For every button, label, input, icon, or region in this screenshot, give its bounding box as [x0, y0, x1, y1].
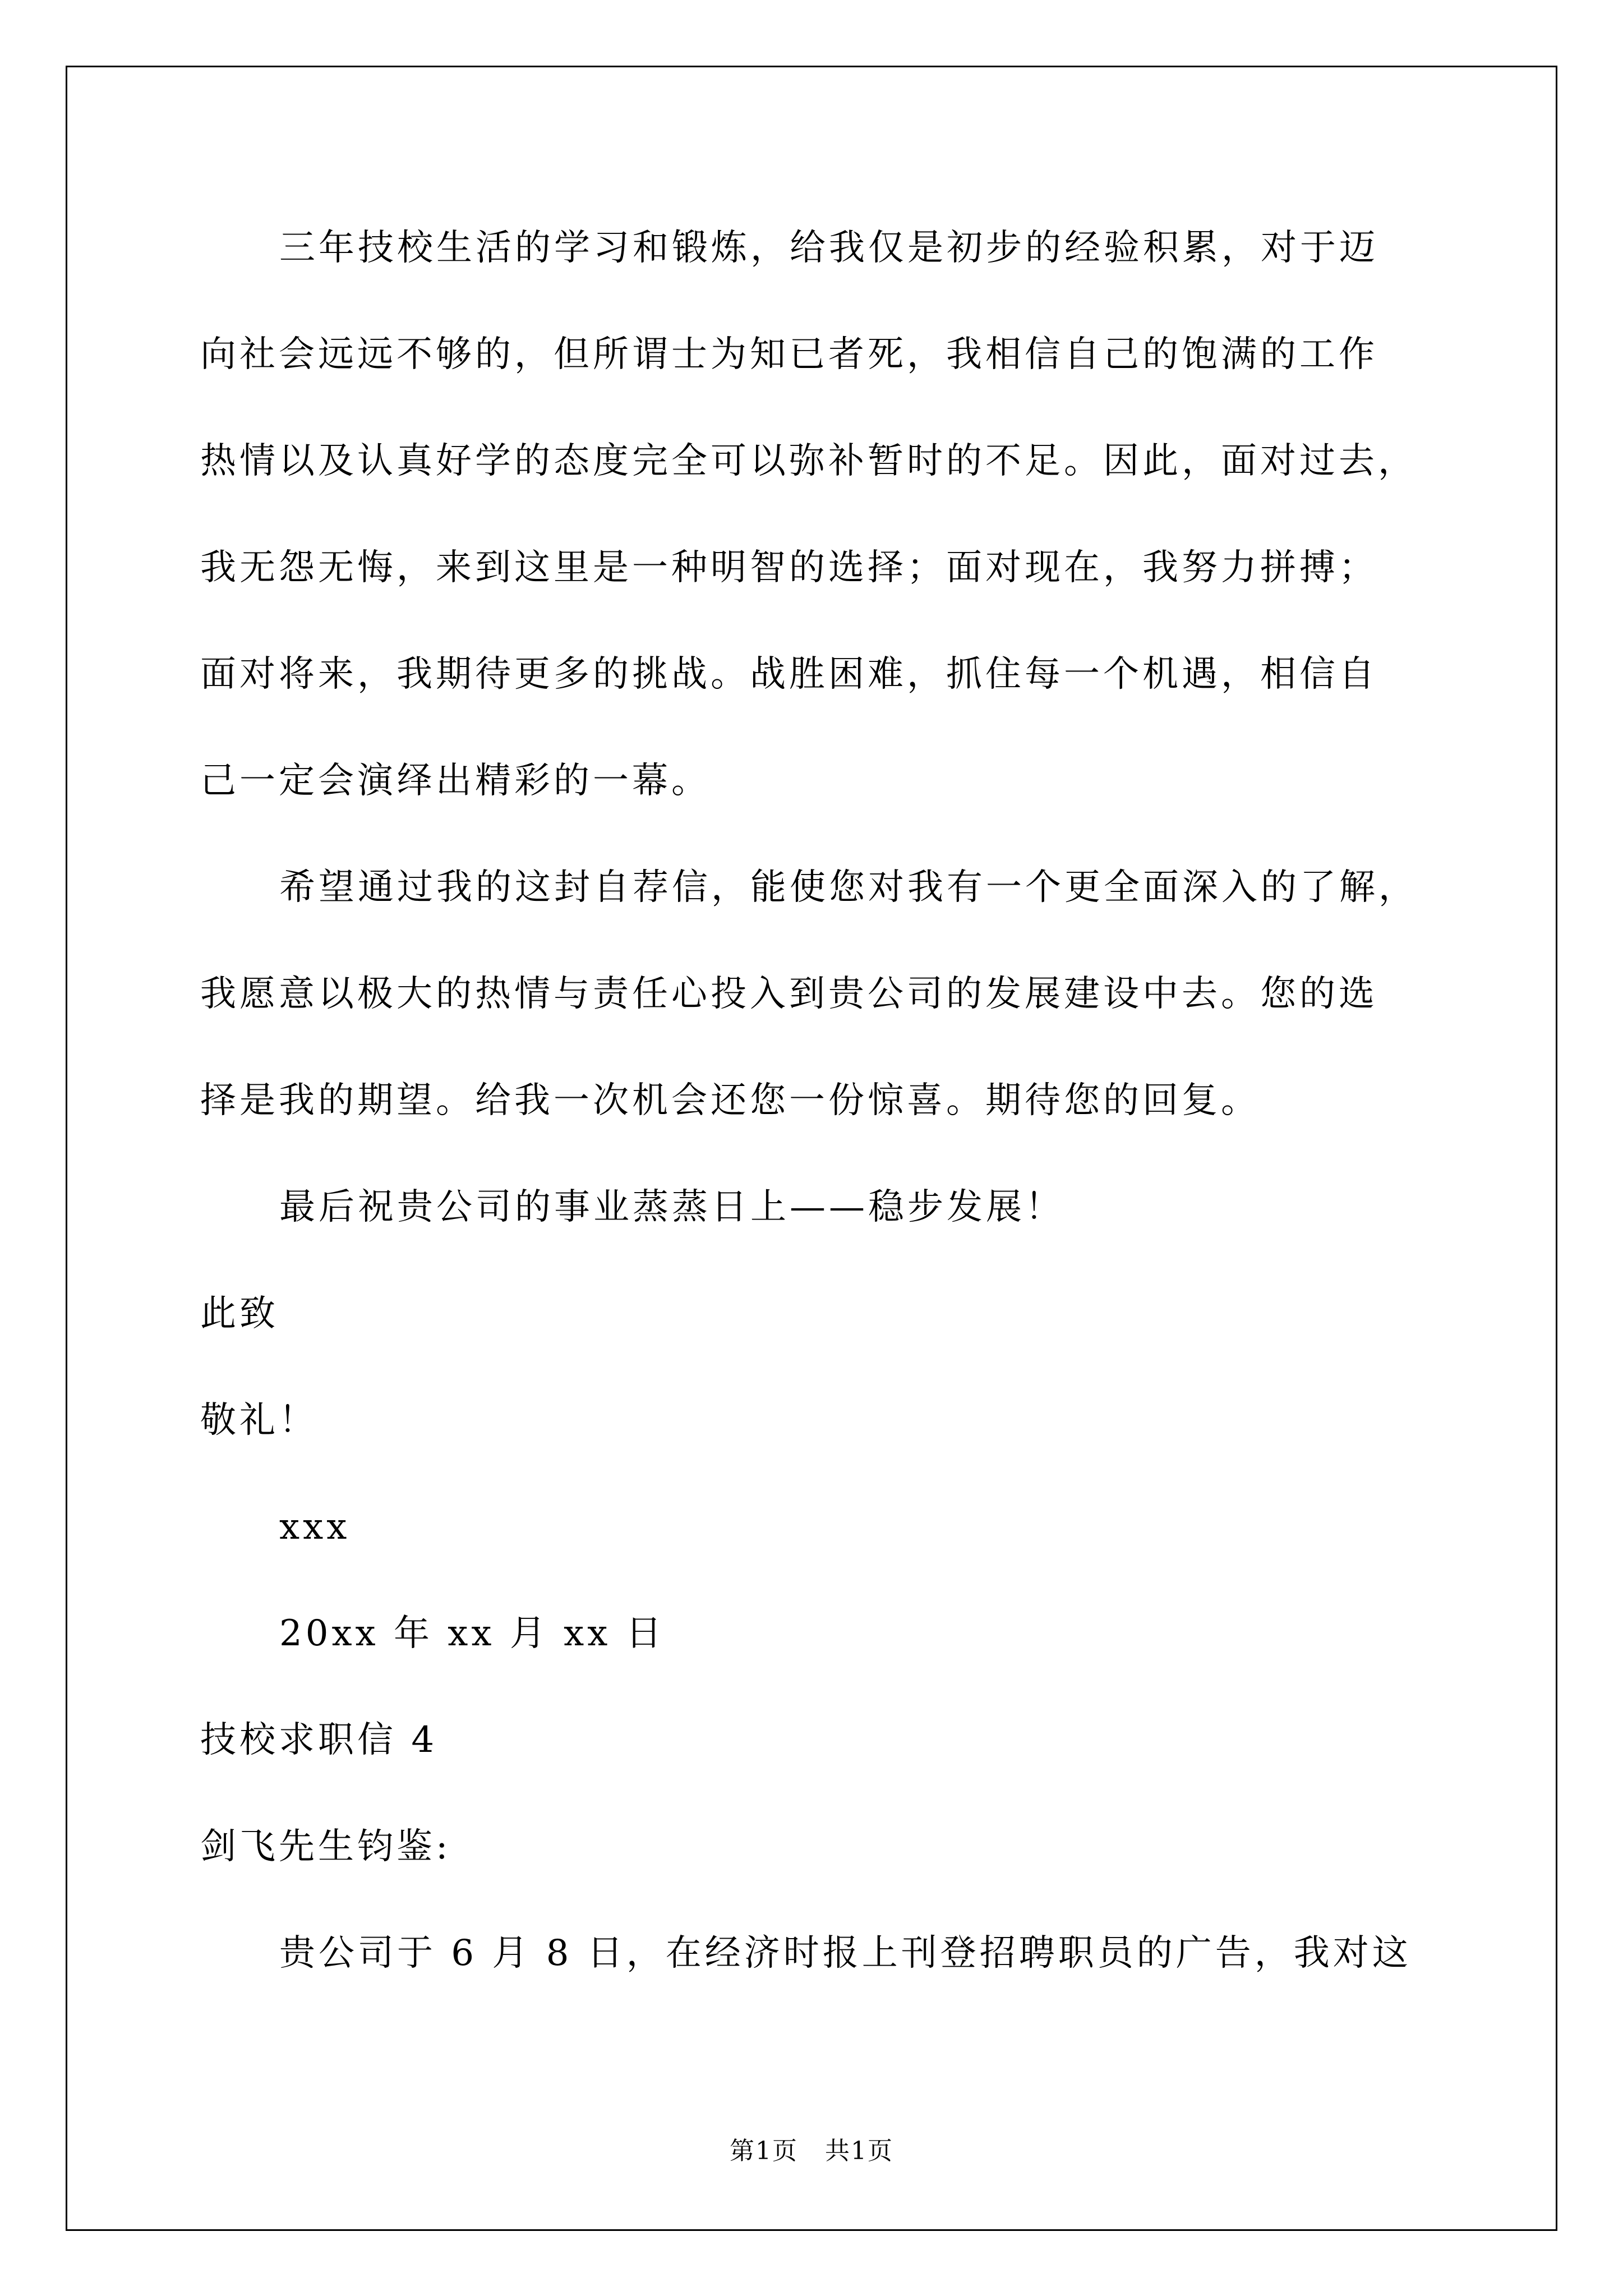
- paragraph-line: 择是我的期望。给我一次机会还您一份惊喜。期待您的回复。: [200, 1080, 1260, 1121]
- paragraph-line: 己一定会演绎出精彩的一幕。: [200, 760, 711, 802]
- letter-greeting: 剑飞先生钧鉴:: [200, 1826, 451, 1867]
- page-number-footer: 第1页 共1页: [730, 2137, 893, 2165]
- section-heading: 技校求职信 4: [200, 1719, 438, 1761]
- paragraph-line: 贵公司于 6 月 8 日，在经济时报上刊登招聘职员的广告，我对这: [279, 1932, 1412, 1974]
- paragraph-line: 向社会远远不够的，但所谓士为知已者死，我相信自己的饱满的工作: [200, 334, 1378, 375]
- paragraph-line: 三年技校生活的学习和锻炼，给我仅是初步的经验积累，对于迈: [279, 227, 1378, 269]
- salutation-line: 敬礼！: [200, 1400, 318, 1441]
- paragraph-line: 我愿意以极大的热情与责任心投入到贵公司的发展建设中去。您的选: [200, 973, 1378, 1015]
- paragraph-line: 我无怨无悔，来到这里是一种明智的选择；面对现在，我努力拼搏；: [200, 547, 1378, 588]
- signature-name: xxx: [279, 1506, 351, 1548]
- paragraph-line: 热情以及认真好学的态度完全可以弥补暂时的不足。因此，面对过去，: [200, 440, 1417, 482]
- paragraph-line: 面对将来，我期待更多的挑战。战胜困难，抓住每一个机遇，相信自: [200, 654, 1378, 695]
- signature-date: 20xx 年 xx 月 xx 日: [279, 1613, 665, 1654]
- page-border: [66, 66, 1557, 2231]
- paragraph-line: 希望通过我的这封自荐信，能使您对我有一个更全面深入的了解，: [279, 867, 1418, 908]
- closing-wish: 最后祝贵公司的事业蒸蒸日上——稳步发展！: [279, 1186, 1064, 1228]
- salutation-line: 此致: [200, 1293, 279, 1335]
